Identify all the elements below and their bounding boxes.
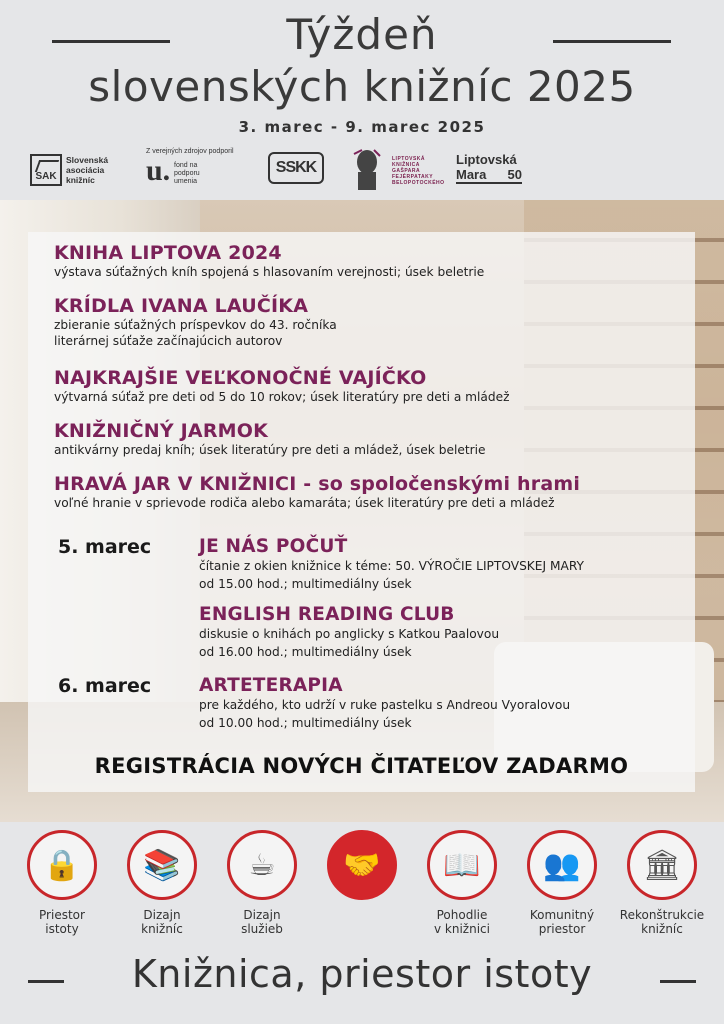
event-desc: pre každého, kto udrží v ruke pastelku s Andreou Vyoralovou <box>199 698 571 712</box>
program-item <box>54 367 510 405</box>
sak-mark: SAK <box>30 154 62 186</box>
icon-glyph: 📚 <box>143 847 181 883</box>
lkgf-logo <box>392 148 445 192</box>
program-desc: výtvarná súťaž pre deti od 5 do 10 rokov; úsek literatúry pre deti a mládež <box>54 390 510 404</box>
lm-line2a: Mara <box>456 167 487 182</box>
library-room-icon <box>127 830 197 900</box>
program-item <box>54 473 580 511</box>
lm-line1: Liptovská <box>456 152 517 167</box>
icon-label-line1: Pohodlie <box>436 908 488 922</box>
page-title-line1: Týždeň <box>286 10 438 59</box>
icon-glyph: ☕ <box>248 847 276 883</box>
lock-icon <box>27 830 97 900</box>
sskk-logo <box>268 148 326 192</box>
community-icon <box>527 830 597 900</box>
icon-item <box>212 830 312 936</box>
page-title-line2: slovenských knižníc 2025 <box>88 62 636 111</box>
day-label: 6. marec <box>58 675 152 697</box>
partner-logos <box>0 148 724 192</box>
icon-label-line2: istoty <box>45 922 79 936</box>
values-icons-row <box>0 830 724 940</box>
event-desc: diskusie o knihách po anglicky s Katkou Paalovou <box>199 627 500 641</box>
program-desc-2: literárnej súťaže začínajúcich autorov <box>54 334 283 348</box>
icon-label <box>512 908 612 936</box>
fpu-mark: u. <box>146 154 171 187</box>
armchair-icon <box>427 830 497 900</box>
program-item <box>54 295 337 349</box>
icon-glyph: 🔒 <box>43 847 81 883</box>
icon-label <box>412 908 512 936</box>
portrait-logo-icon <box>350 148 384 192</box>
registration-banner: REGISTRÁCIA NOVÝCH ČITATEĽOV ZADARMO <box>94 754 629 778</box>
liptovska-mara-logo <box>456 148 528 192</box>
icon-label <box>112 908 212 936</box>
icon-item <box>12 830 112 936</box>
sak-logo <box>30 148 125 192</box>
renovation-icon <box>627 830 697 900</box>
event-desc: čítanie z okien knižnice k téme: 50. VÝROČIE LIPTOVSKEJ MARY <box>199 559 584 573</box>
icon-glyph: 🏛 <box>642 847 682 883</box>
program-title: KNIŽNIČNÝ JARMOK <box>54 420 269 442</box>
lm-line2 <box>456 167 522 184</box>
icon-glyph: 🤝 <box>343 847 381 883</box>
event-desc-2: od 10.00 hod.; multimediálny úsek <box>199 716 412 730</box>
event-desc-2: od 15.00 hod.; multimediálny úsek <box>199 577 412 591</box>
lm-line2b: 50 <box>507 167 522 182</box>
icon-label <box>612 908 712 936</box>
icon-item <box>412 830 512 936</box>
sskk-mark: SSKK <box>268 152 324 184</box>
program-title: HRAVÁ JAR V KNIŽNICI - so spoločenskými hrami <box>54 473 581 495</box>
icon-label-line1: Dizajn <box>143 908 181 922</box>
service-desk-icon <box>227 830 297 900</box>
program-item <box>54 242 484 280</box>
icon-label <box>312 908 412 922</box>
footer-slogan: Knižnica, priestor istoty <box>131 952 593 996</box>
event-title: ARTETERAPIA <box>199 675 343 696</box>
fpu-top-text: Z verejných zdrojov podporil <box>146 148 234 155</box>
icon-item <box>312 830 412 922</box>
lkgf-text: LIPTOVSKÁ KNIŽNICA GAŠPARA FEJÉRPATAKY BELOPOTOCKÉHO <box>392 156 445 186</box>
event-item <box>199 536 584 593</box>
icon-item <box>112 830 212 936</box>
icon-label-line1: Dizajn <box>243 908 281 922</box>
program-desc: zbieranie súťažných príspevkov do 43. ročníka <box>54 318 337 332</box>
icon-label <box>12 908 112 936</box>
icon-label-line1: Priestor <box>39 908 85 922</box>
day-label: 5. marec <box>58 536 152 558</box>
program-item <box>54 420 486 458</box>
event-title: ENGLISH READING CLUB <box>199 604 455 625</box>
icon-item <box>612 830 712 936</box>
icon-label-line2: knižníc <box>141 922 183 936</box>
program-title: KNIHA LIPTOVA 2024 <box>54 242 282 264</box>
icon-label-line2: služieb <box>241 922 283 936</box>
icon-label-line2: priestor <box>538 922 586 936</box>
event-dates: 3. marec - 9. marec 2025 <box>238 118 486 136</box>
header <box>0 0 724 200</box>
icon-glyph: 👥 <box>543 847 581 883</box>
program-desc: antikvárny predaj kníh; úsek literatúry pre deti a mládež, úsek beletrie <box>54 443 486 457</box>
handshake-icon <box>327 830 397 900</box>
event-item <box>199 675 570 732</box>
program-desc: voľné hranie v sprievode rodiča alebo kamaráta; úsek literatúry pre deti a mládež <box>54 496 555 510</box>
program-desc: výstava súťažných kníh spojená s hlasovaním verejnosti; úsek beletrie <box>54 265 485 279</box>
program-title: NAJKRAJŠIE VEĽKONOČNÉ VAJÍČKO <box>54 367 427 389</box>
event-item <box>199 604 499 661</box>
fpu-logo <box>146 148 241 192</box>
icon-label <box>212 908 312 936</box>
event-title: JE NÁS POČUŤ <box>199 536 348 557</box>
event-desc-2: od 16.00 hod.; multimediálny úsek <box>199 645 412 659</box>
icon-label-line2: v knižnici <box>434 922 490 936</box>
sak-text: Slovenská asociácia knižníc <box>66 155 109 185</box>
fpu-text: fond na podporu umenia <box>174 162 200 185</box>
icon-label-line2: knižníc <box>641 922 683 936</box>
icon-label-line1: Rekonštrukcie <box>619 908 705 922</box>
program-title: KRÍDLA IVANA LAUČÍKA <box>54 295 309 317</box>
icon-glyph: 📖 <box>443 847 481 883</box>
icon-label-line1: Komunitný <box>529 908 595 922</box>
icon-item <box>512 830 612 936</box>
